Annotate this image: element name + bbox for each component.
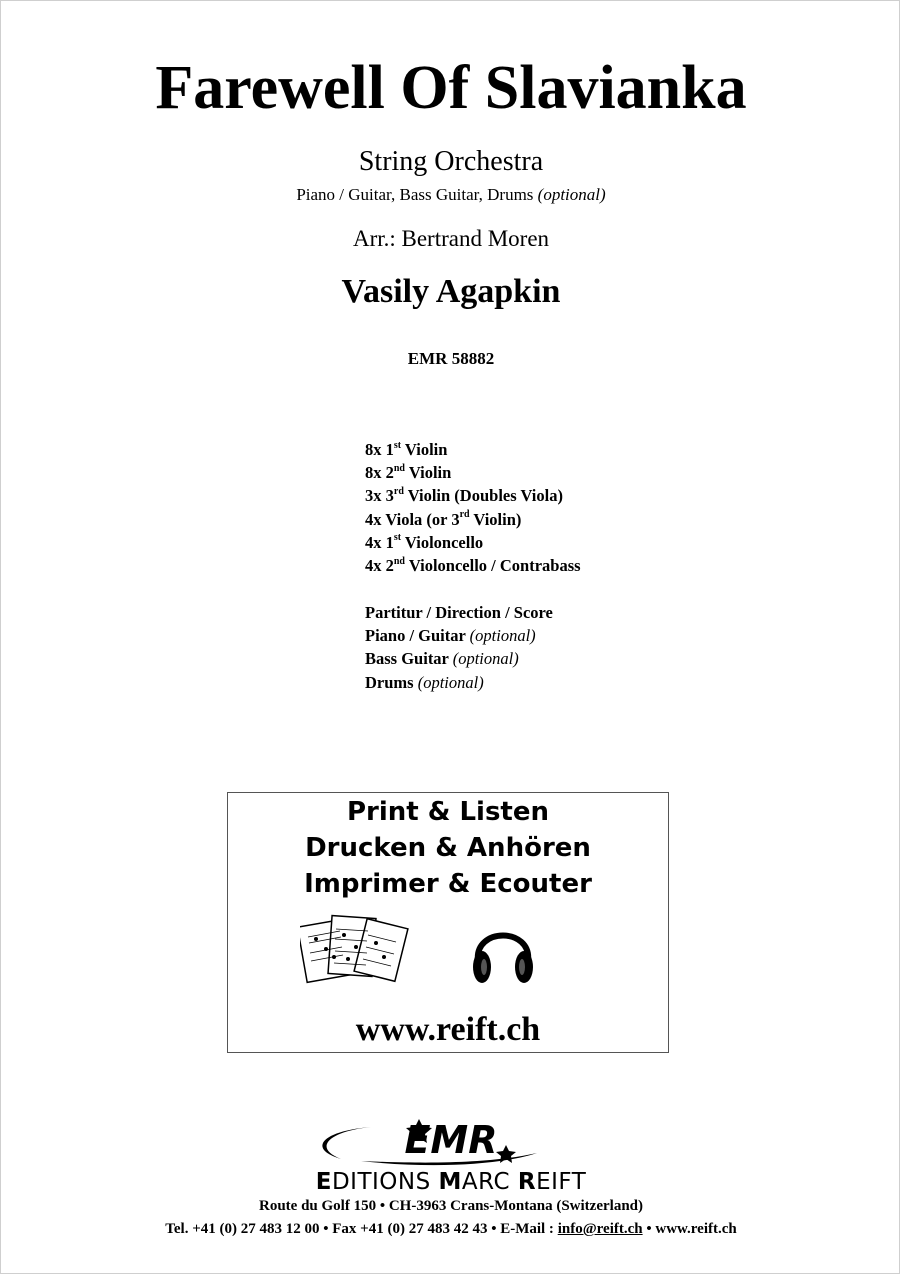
part-item: 8x 2nd Violin — [365, 462, 452, 483]
instrumentation-main: Piano / Guitar, Bass Guitar, Drums — [296, 185, 534, 204]
publisher-address: Route du Golf 150 • CH-3963 Crans-Montana (Switzerland) — [259, 1198, 643, 1214]
print-listen-box — [227, 792, 669, 1053]
promo-line-fr: Imprimer & Ecouter — [304, 869, 592, 899]
promo-line-de: Drucken & Anhören — [305, 833, 591, 863]
publisher-contact: Tel. +41 (0) 27 483 12 00 • Fax +41 (0) 27 483 42 43 • E-Mail : info@reift.ch • www.reift.ch — [165, 1221, 737, 1237]
emr-logo — [301, 1109, 601, 1169]
extras-list — [365, 601, 553, 694]
part-item: 4x 1st Violoncello — [365, 532, 484, 552]
promo-line-en: Print & Listen — [346, 797, 550, 827]
arranger: Arr.: Bertrand Moren — [352, 226, 550, 251]
piece-title: Farewell Of Slavianka — [155, 54, 747, 122]
instrumentation-line — [1, 185, 900, 205]
extra-item: Bass Guitar (optional) — [365, 649, 519, 669]
part-item: 4x 2nd Violoncello / Contrabass — [365, 555, 581, 576]
extra-item: Piano / Guitar (optional) — [365, 626, 536, 646]
ensemble-subtitle: String Orchestra — [358, 146, 544, 177]
catalog-number: EMR 58882 — [407, 349, 495, 368]
promo-url: www.reift.ch — [355, 1011, 541, 1048]
sheet-music-icon — [300, 913, 412, 985]
email-link[interactable]: info@reift.ch — [557, 1221, 643, 1237]
headphones-icon — [468, 917, 538, 989]
instrumentation-optional: (optional) — [537, 185, 606, 204]
extra-item: Drums (optional) — [365, 672, 484, 692]
extra-item: Partitur / Direction / Score — [365, 603, 553, 622]
publisher-name: EDITIONS MARC REIFT — [315, 1169, 587, 1195]
part-item: 4x Viola (or 3rd Violin) — [365, 509, 522, 529]
emr-logo-text: EMR — [404, 1118, 498, 1162]
parts-list — [365, 438, 581, 577]
part-item: 8x 1st Violin — [365, 439, 448, 459]
composer: Vasily Agapkin — [341, 273, 561, 310]
part-item: 3x 3rd Violin (Doubles Viola) — [365, 485, 563, 506]
